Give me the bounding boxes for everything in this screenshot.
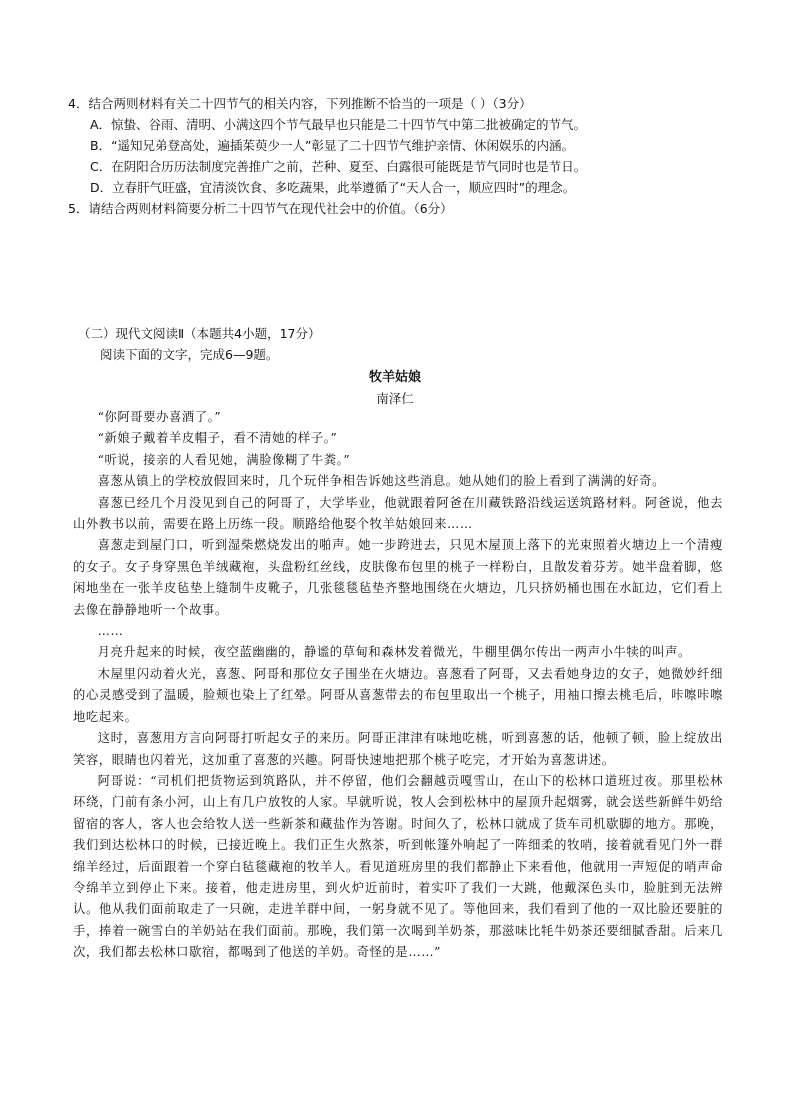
article-paragraph: “你阿哥要办喜酒了。” xyxy=(97,410,222,424)
article-paragraph: 喜葱已经几个月没见到自己的阿哥了，大学毕业，他就跟着阿爸在川藏铁路沿线运送筑路材料。阿爸说，他去山外教书以前，需要在路上历练一段。顺路给他娶个牧羊姑娘回来…… xyxy=(73,495,723,532)
article-paragraph: 这时，喜葱用方言向阿哥打听起女子的来历。阿哥正津津有味地吃桃，听到喜葱的话，他顿了顿，脸上绽放出笑容，眼睛也闪着光，这加重了喜葱的兴趣。阿哥快速地把那个桃子吃完，才开始为喜葱讲述。 xyxy=(73,731,723,767)
section-instruction: 阅读下面的文字，完成6—9题。 xyxy=(100,347,279,362)
article-author: 南泽仁 xyxy=(376,391,414,406)
question-4-option-b: B．“遥知兄弟登高处，遍插茱萸少一人”彰显了二十四节气维护亲情、休闲娱乐的内涵。 xyxy=(90,138,575,153)
article-paragraph: 喜葱从镇上的学校放假回来时，几个玩伴争相告诉她这些消息。她从她们的脸上看到了满满的好奇。 xyxy=(97,474,666,489)
question-4-stem: 4．结合两则材料有关二十四节气的相关内容，下列推断不恰当的一项是（ ）（3分） xyxy=(68,96,532,111)
article-paragraph: 喜葱走到屋门口，听到湿柴燃烧发出的啪声。她一步跨进去，只见木屋顶上落下的光束照着火塘边上一个清瘦的女子。女子身穿黑色羊绒藏袍，头盘粉红丝线，皮肤像布包里的桃子一样粉白，且散发着芬芳。她半盘着脚，悠闲地坐在一张羊皮毡垫上缝制牛皮靴子，几张毯毯毡垫齐整地围绕在火塘边，几只挤奶桶也围在水缸边，它们看上去像在静静地听一个故事。 xyxy=(73,538,723,617)
question-5-stem: 5．请结合两则材料简要分析二十四节气在现代社会中的价值。（6分） xyxy=(68,201,453,216)
question-5 xyxy=(68,198,748,219)
section-heading: （二）现代文阅读Ⅱ（本题共4小题，17分） xyxy=(78,326,321,341)
article-paragraph: 月亮升起来的时候，夜空蓝幽幽的，静谧的草甸和森林发着微光，牛棚里偶尔传出一两声小牛犊的叫声。 xyxy=(97,645,691,660)
article-paragraph: 阿哥说：“司机们把货物运到筑路队，并不停留，他们会翻越贡嘎雪山，在山下的松林口道班过夜。那里松林环绕，门前有条小河，山上有几户放牧的人家。早就听说，牧人会到松林中的屋顶升起烟雾，就会送些新鲜牛奶给留宿的客人，客人也会给牧人送一些新茶和藏盐作为答谢。时间久了，松林口就成了货车司机歇脚的地方。那晚，我们到达松林口的时候，已接近晚上。我们正生火熬茶，听到帐篷外响起了一阵细柔的牧哨，接着就看见门外一群绵羊经过，后面跟着一个穿白毡毯藏袍的牧羊人。看见道班房里的我们都静止下来看他，他就用一声短促的哨声命令绵羊立到停止下来。接着，他走进房里，到火炉近前时，着实吓了我们一大跳，他戴深色头巾，脸脏到无法辨认。他从我们面前取走了一只碗，走进羊群中间，一躬身就不见了。等他回来，我们看到了他的一双比脸还要脏的手，捧着一碗雪白的羊奶站在我们面前。那晚，我们第一次喝到羊奶茶，那滋味比牦牛奶茶还要细腻香甜。后来几次，我们都去松林口歇宿，都喝到了他送的羊奶。奇怪的是……” xyxy=(73,773,723,960)
article-paragraph: “听说，接亲的人看见她，满脸像糊了牛粪。” xyxy=(97,452,351,467)
article-body xyxy=(73,407,723,964)
question-4-option-a: A．惊蛰、谷雨、清明、小满这四个节气最早也只能是二十四节气中第二批被确定的节气。 xyxy=(90,117,587,132)
article-ellipsis: …… xyxy=(97,624,124,639)
article-paragraph: 木屋里闪动着火光，喜葱、阿哥和那位女子围坐在火塘边。喜葱看了阿哥，又去看她身边的女子，她微妙纤细的心灵感受到了温暖，脸颊也染上了红晕。阿哥从喜葱带去的布包里取出一个桃子，用袖口擦去桃毛后，咔嚓咔嚓地吃起来。 xyxy=(73,666,723,724)
question-4-option-d: D．立春肝气旺盛，宜清淡饮食、多吃蔬果，此举遵循了“天人合一，顺应四时”的理念。 xyxy=(90,180,576,195)
question-4 xyxy=(68,93,748,198)
article-title: 牧羊姑娘 xyxy=(368,370,421,385)
question-4-option-c: C．在阴阳合历历法制度完善推广之前，芒种、夏至、白露很可能既是节气同时也是节日。 xyxy=(90,159,587,174)
article-paragraph: “新娘子戴着羊皮帽子，看不清她的样子。” xyxy=(97,431,338,446)
